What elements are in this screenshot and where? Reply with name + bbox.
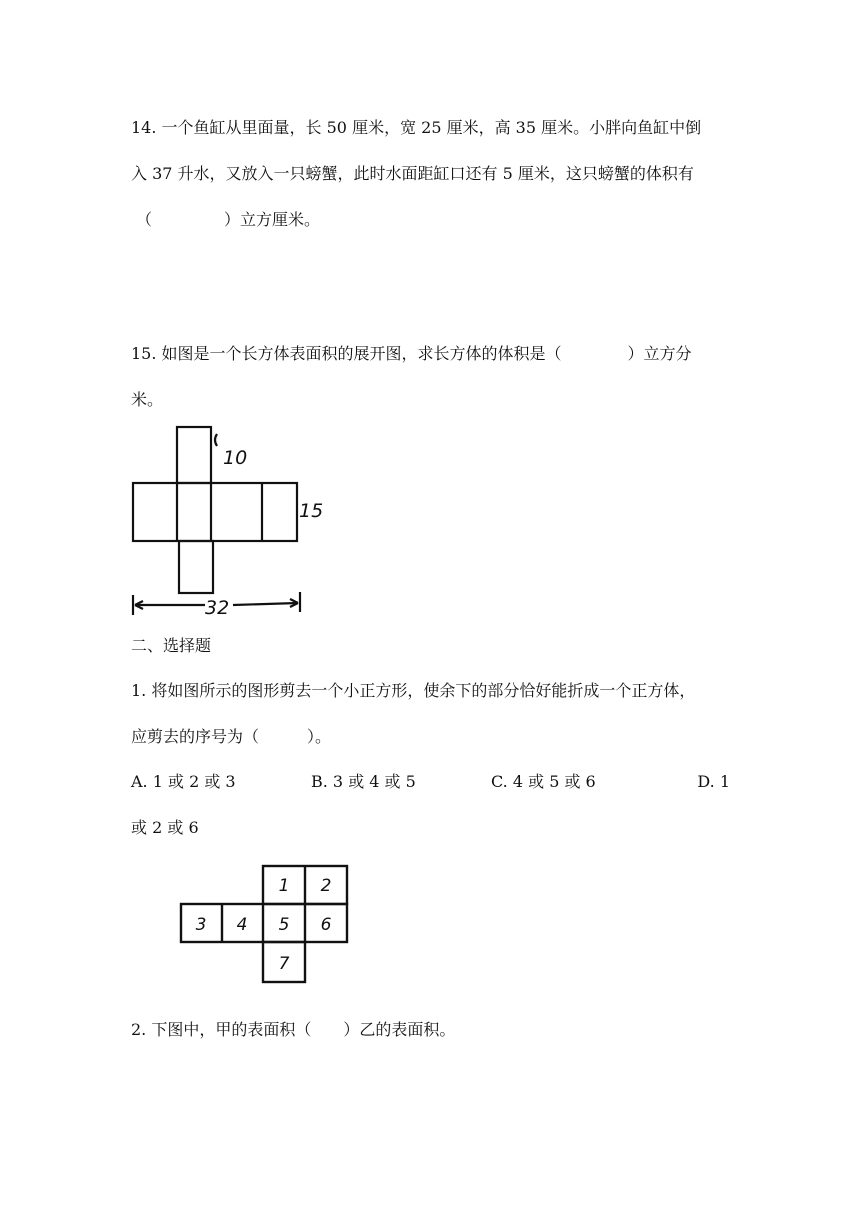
net-label-top: 10	[223, 447, 248, 469]
section-title: 二、选择题	[131, 636, 212, 655]
option-a[interactable]: A. 1 或 2 或 3	[131, 772, 236, 791]
option-b[interactable]: B. 3 或 4 或 5	[311, 772, 416, 791]
q15-line-1: 15. 如图是一个长方体表面积的展开图，求长方体的体积是（ ）立方分	[131, 344, 692, 363]
q14-line-2: 入 37 升水，又放入一只螃蟹，此时水面距缸口还有 5 厘米，这只螃蟹的体积有	[131, 164, 694, 183]
cuboid-net-figure	[125, 420, 335, 625]
choice2-line-1: 2. 下图中，甲的表面积（ ）乙的表面积。	[131, 1020, 456, 1039]
grid-label-5: 5	[278, 915, 290, 935]
grid-label-6: 6	[320, 915, 332, 935]
cube-net-grid-figure	[175, 860, 355, 990]
q14-line-1: 14. 一个鱼缸从里面量，长 50 厘米，宽 25 厘米，高 35 厘米。小胖向鱼缸中倒	[131, 118, 702, 137]
grid-label-2: 2	[320, 876, 332, 896]
net-label-bottom: 32	[205, 597, 230, 619]
option-d[interactable]: D. 1	[697, 772, 730, 791]
choice1-line-2: 应剪去的序号为（ ）。	[131, 727, 332, 746]
option-c[interactable]: C. 4 或 5 或 6	[491, 772, 596, 791]
grid-label-7: 7	[278, 954, 290, 974]
grid-label-4: 4	[236, 915, 248, 935]
net-top-face	[177, 427, 211, 483]
option-d-continued: 或 2 或 6	[131, 818, 199, 837]
grid-label-3: 3	[195, 915, 207, 935]
net-label-right: 15	[299, 500, 324, 522]
q15-line-2: 米。	[131, 390, 164, 409]
net-bottom-face	[179, 541, 213, 593]
q14-line-3: （ ）立方厘米。	[136, 210, 321, 229]
choice1-options	[131, 772, 730, 792]
choice1-line-1: 1. 将如图所示的图形剪去一个小正方形，使余下的部分恰好能折成一个正方体，	[131, 681, 696, 700]
net-middle-strip	[133, 483, 297, 541]
grid-label-1: 1	[278, 876, 290, 896]
